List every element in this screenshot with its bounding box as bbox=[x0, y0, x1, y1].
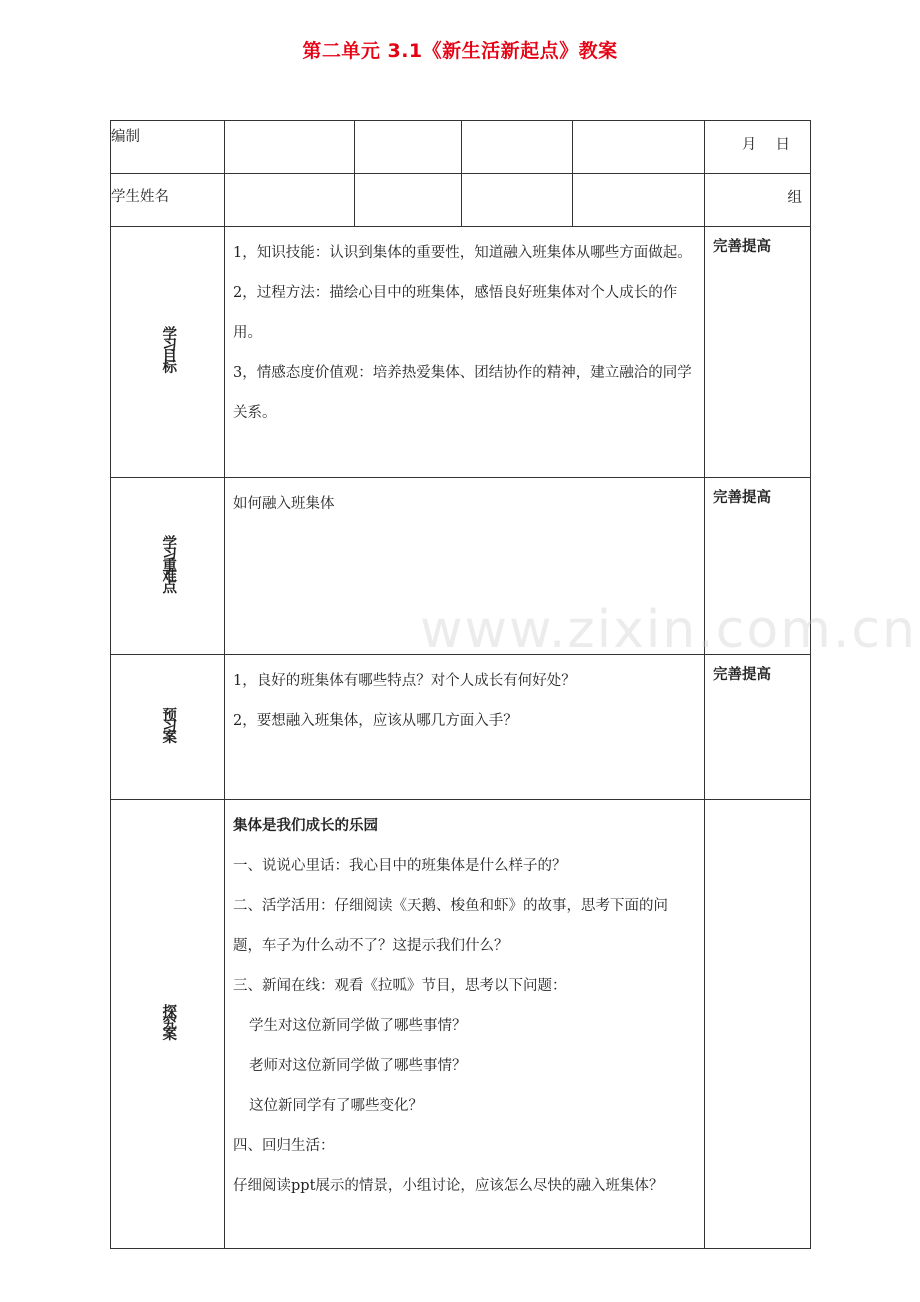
page-title: 第二单元 3.1《新生活新起点》教案 bbox=[302, 40, 618, 62]
student-name-label: 学生姓名 bbox=[111, 174, 225, 227]
goals-content bbox=[225, 227, 705, 478]
key-points-content bbox=[225, 478, 705, 655]
explore-content bbox=[225, 800, 705, 1249]
student-field-4[interactable] bbox=[573, 174, 705, 227]
goals-row bbox=[111, 227, 811, 478]
explore-item: 三、新闻在线：观看《拉呱》节目，思考以下问题： bbox=[233, 978, 567, 994]
lesson-plan-table bbox=[110, 120, 811, 1249]
explore-side-blank bbox=[705, 800, 811, 1249]
goals-improve-note: 完善提高 bbox=[705, 227, 811, 478]
compile-label: 编制 bbox=[111, 121, 225, 174]
watermark: www.zixin.com.cn bbox=[420, 600, 917, 660]
group-field[interactable]: 组 bbox=[705, 174, 811, 227]
compile-field-4[interactable] bbox=[573, 121, 705, 174]
preview-item: 2，要想融入班集体，应该从哪几方面入手？ bbox=[233, 713, 518, 729]
compile-field-1[interactable] bbox=[225, 121, 355, 174]
explore-heading: 集体是我们成长的乐园 bbox=[233, 818, 378, 834]
explore-item: 二、活学活用：仔细阅读《天鹅、梭鱼和虾》的故事，思考下面的问题，车子为什么动不了？这提示我们什么？ bbox=[233, 898, 668, 954]
explore-subitem: 学生对这位新同学做了哪些事情？ bbox=[249, 1018, 467, 1034]
preview-improve-note: 完善提高 bbox=[705, 655, 811, 800]
student-field-3[interactable] bbox=[462, 174, 573, 227]
compile-row bbox=[111, 121, 811, 174]
compile-field-2[interactable] bbox=[355, 121, 462, 174]
explore-item: 四、回归生活： bbox=[233, 1138, 335, 1154]
explore-subitem: 老师对这位新同学做了哪些事情？ bbox=[249, 1058, 467, 1074]
explore-item: 一、说说心里话：我心目中的班集体是什么样子的？ bbox=[233, 858, 567, 874]
explore-subitem: 这位新同学有了哪些变化？ bbox=[249, 1098, 423, 1114]
date-field[interactable]: 月 日 bbox=[705, 121, 811, 174]
preview-label: 预习案 bbox=[111, 655, 225, 800]
goal-item: 2，过程方法：描绘心目中的班集体，感悟良好班集体对个人成长的作用。 bbox=[233, 285, 678, 341]
goal-item: 1，知识技能：认识到集体的重要性，知道融入班集体从哪些方面做起。 bbox=[233, 245, 692, 261]
preview-content bbox=[225, 655, 705, 800]
key-points-row bbox=[111, 478, 811, 655]
explore-row bbox=[111, 800, 811, 1249]
student-field-2[interactable] bbox=[355, 174, 462, 227]
key-point-item: 如何融入班集体 bbox=[233, 496, 335, 512]
student-field-1[interactable] bbox=[225, 174, 355, 227]
key-points-improve-note: 完善提高 bbox=[705, 478, 811, 655]
compile-field-3[interactable] bbox=[462, 121, 573, 174]
key-points-label: 学习重难点 bbox=[111, 478, 225, 655]
preview-row bbox=[111, 655, 811, 800]
explore-item: 仔细阅读ppt展示的情景，小组讨论，应该怎么尽快的融入班集体？ bbox=[233, 1178, 664, 1194]
goal-item: 3，情感态度价值观：培养热爱集体、团结协作的精神，建立融洽的同学关系。 bbox=[233, 365, 692, 421]
preview-item: 1，良好的班集体有哪些特点？对个人成长有何好处？ bbox=[233, 673, 576, 689]
goals-label: 学习目标 bbox=[111, 227, 225, 478]
explore-label: 探究案 bbox=[111, 800, 225, 1249]
student-row bbox=[111, 174, 811, 227]
